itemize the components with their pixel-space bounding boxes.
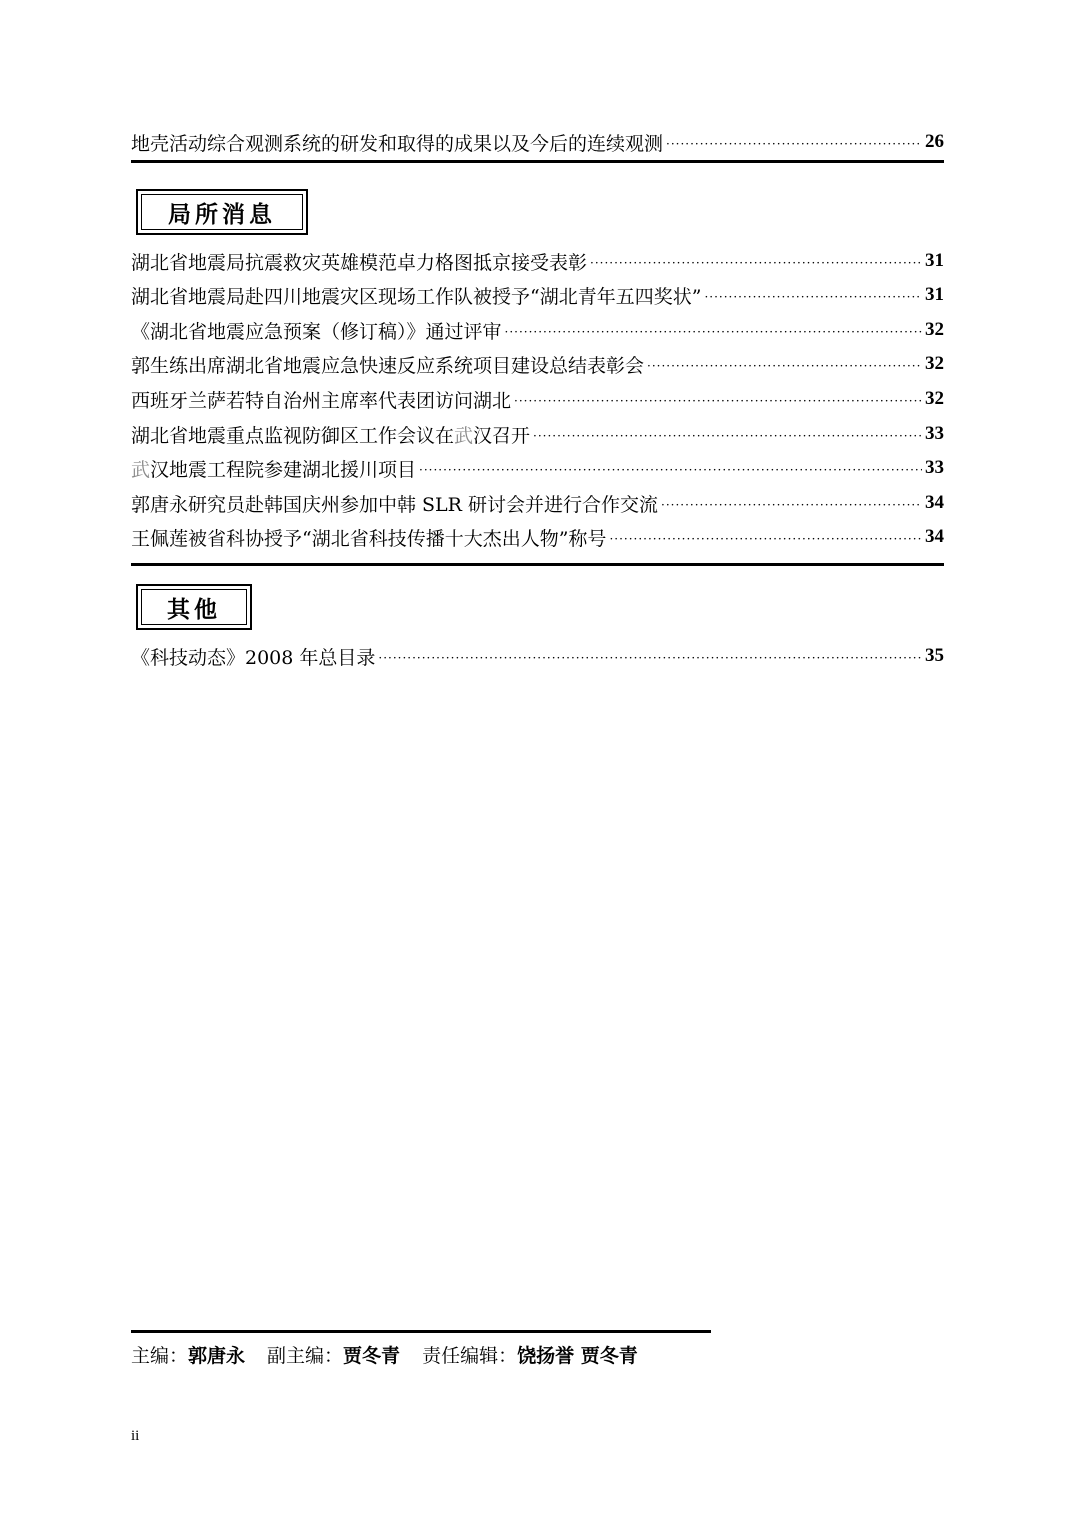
- toc-entry-page: 33: [925, 423, 944, 444]
- section-divider: [131, 160, 944, 163]
- section-divider: [131, 563, 944, 566]
- toc-leader-dots: [647, 359, 922, 373]
- toc-leader-dots: [505, 325, 922, 339]
- toc-entry-title: 湖北省地震局抗震救灾英雄模范卓力格图抵京接受表彰: [131, 251, 588, 274]
- toc-entry: [131, 349, 944, 379]
- editorial-credits: [131, 1341, 638, 1368]
- toc-entry-page: 34: [925, 492, 944, 513]
- toc-entry-title: 地壳活动综合观测系统的研发和取得的成果以及今后的连续观测: [131, 132, 664, 155]
- toc-entry-title: 王佩莲被省科协授予“湖北省科技传播十大杰出人物”称号: [131, 527, 607, 550]
- toc-entry-page: 34: [925, 526, 944, 547]
- toc-entry: [131, 127, 944, 157]
- toc-entry: [131, 453, 944, 483]
- toc-leader-dots: [661, 498, 922, 512]
- toc-entry-title: [131, 455, 416, 482]
- toc-leader-dots: [514, 394, 922, 408]
- toc-entry: [131, 419, 944, 449]
- title-part: 汉召开: [473, 424, 531, 447]
- toc-leader-dots: [609, 532, 922, 546]
- page-number: ii: [131, 1428, 140, 1444]
- toc-entry-page: 32: [925, 353, 944, 374]
- section-heading-box: [136, 189, 308, 235]
- deputy-editor-name: 贾冬青: [343, 1345, 401, 1367]
- toc-entry-title: 《湖北省地震应急预案（修订稿）》通过评审: [131, 320, 502, 343]
- toc-entry-title: 西班牙兰萨若特自治州主席率代表团访问湖北: [131, 389, 512, 412]
- toc-entry-title: 郭生练出席湖北省地震应急快速反应系统项目建设总结表彰会: [131, 354, 645, 377]
- toc-entry: [131, 246, 944, 276]
- title-part: 汉地震工程院参建湖北援川项目: [150, 458, 417, 481]
- responsible-editor-label: 责任编辑：: [422, 1345, 518, 1367]
- toc-entry-page: 33: [925, 457, 944, 478]
- editor-name: 郭唐永: [188, 1345, 246, 1367]
- responsible-editor-names: 饶扬誉 贾冬青: [517, 1345, 638, 1367]
- title-part: 湖北省地震重点监视防御区工作会议在: [131, 424, 455, 447]
- toc-entry-title: [131, 421, 530, 448]
- toc-entry-page: 32: [925, 388, 944, 409]
- toc-entry-page: 32: [925, 319, 944, 340]
- toc-entry-page: 31: [925, 250, 944, 271]
- toc-entry-title: 郭唐永研究员赴韩国庆州参加中韩 SLR 研讨会并进行合作交流: [131, 493, 659, 516]
- toc-entry: [131, 280, 944, 310]
- toc-entry-page: 31: [925, 284, 944, 305]
- toc-leader-dots: [533, 429, 922, 443]
- toc-leader-dots: [378, 651, 922, 665]
- toc-entry-page: 35: [925, 645, 944, 666]
- toc-leader-dots: [590, 256, 922, 270]
- toc-entry: [131, 522, 944, 552]
- toc-entry-page: 26: [925, 131, 944, 152]
- toc-entry: [131, 384, 944, 414]
- toc-entry: [131, 315, 944, 345]
- deputy-editor-label: 副主编：: [267, 1345, 344, 1367]
- footer-divider: [131, 1330, 711, 1333]
- toc-leader-dots: [704, 290, 922, 304]
- toc-entry: [131, 641, 944, 671]
- toc-entry: [131, 488, 944, 518]
- editor-label: 主编：: [131, 1345, 189, 1367]
- toc-entry-title: 湖北省地震局赴四川地震灾区现场工作队被授予“湖北青年五四奖状”: [131, 285, 702, 308]
- toc-leader-dots: [666, 137, 922, 151]
- toc-leader-dots: [419, 463, 922, 477]
- section-heading: 其他: [141, 589, 247, 625]
- title-gray-char: 武: [131, 458, 151, 481]
- toc-entry-title: 《科技动态》2008 年总目录: [131, 646, 376, 669]
- section-heading-box: [136, 584, 252, 630]
- title-gray-char: 武: [454, 424, 474, 447]
- section-heading: 局所消息: [141, 194, 303, 230]
